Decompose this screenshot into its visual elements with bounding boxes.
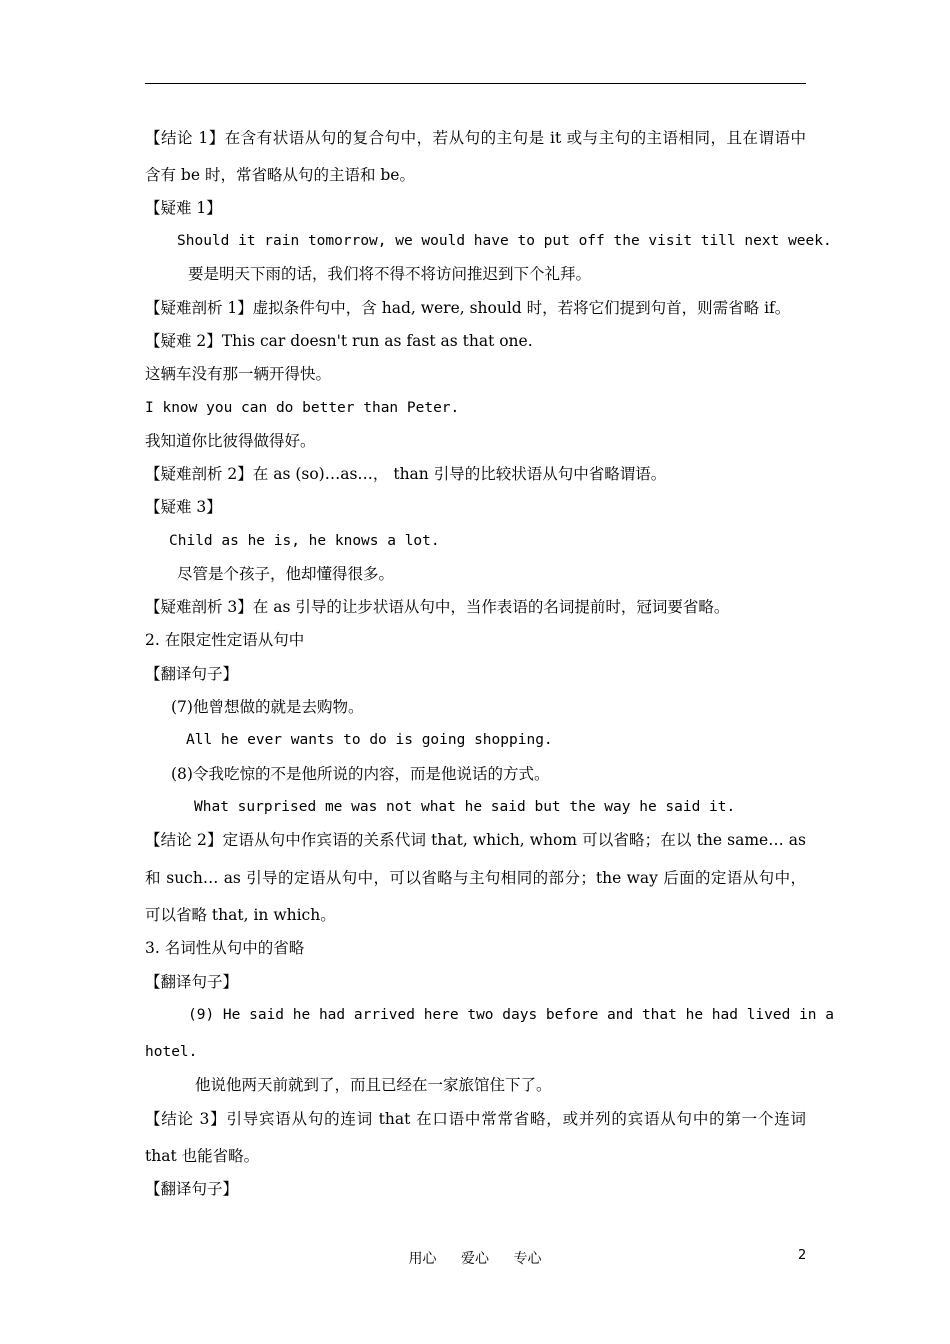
difficulty-1-translation: 要是明天下雨的话，我们将不得不将访问推迟到下个礼拜。 [188,265,592,283]
section-2-heading: 2. 在限定性定语从句中 [145,631,305,649]
difficulty-2-example-2: I know you can do better than Peter. [145,400,460,416]
header-rule [145,83,806,84]
conclusion-2-line-3: 可以省略 that, in which。 [145,906,336,924]
difficulty-1-analysis: 【疑难剖析 1】虚拟条件句中，含 had, were, should 时，若将它们提到句首，则需省略 if。 [145,299,791,317]
conclusion-3-line-1: 【结论 3】引导宾语从句的连词 that 在口语中常常省略，或并列的宾语从句中的第一个连词 [145,1110,806,1128]
footer-item: 专心 [513,1251,542,1267]
footer-item: 爱心 [461,1251,489,1267]
conclusion-2-line-2: 和 such… as 引导的定语从句中，可以省略与主句相同的部分；the way 后面的定语从句中， [145,869,806,887]
translate-heading-3: 【翻译句子】 [145,1180,239,1198]
difficulty-3-translation: 尽管是个孩子，他却懂得很多。 [177,565,395,583]
difficulty-3-example: Child as he is, he knows a lot. [169,533,440,549]
sentence-9-chinese: 他说他两天前就到了，而且已经在一家旅馆住下了。 [195,1076,552,1094]
sentence-9-english-line-2: hotel. [145,1044,198,1060]
sentence-7-chinese: (7)他曾想做的就是去购物。 [171,698,364,716]
difficulty-3-heading: 【疑难 3】 [145,498,222,516]
conclusion-1-line-2: 含有 be 时，常省略从句的主语和 be。 [145,166,415,184]
section-3-heading: 3. 名词性从句中的省略 [145,939,305,957]
footer-motto [0,1248,950,1268]
difficulty-2-heading: 【疑难 2】This car doesn't run as fast as that one. [145,332,533,350]
conclusion-1-line-1: 【结论 1】在含有状语从句的复合句中，若从句的主句是 it 或与主句的主语相同，且在谓语中 [145,129,806,147]
difficulty-2-analysis: 【疑难剖析 2】在 as (so)…as…， than 引导的比较状语从句中省略谓语。 [145,465,667,483]
difficulty-2-translation-2: 我知道你比彼得做得好。 [145,432,316,450]
difficulty-1-heading: 【疑难 1】 [145,199,222,217]
translate-heading-1: 【翻译句子】 [145,665,239,683]
difficulty-3-analysis: 【疑难剖析 3】在 as 引导的让步状语从句中，当作表语的名词提前时，冠词要省略。 [145,598,730,616]
translate-heading-2: 【翻译句子】 [145,973,239,991]
conclusion-3-line-2: that 也能省略。 [145,1147,260,1165]
sentence-9-english-line-1: (9) He said he had arrived here two days before and that he had lived in a [188,1007,835,1023]
page-number: 2 [798,1248,807,1263]
difficulty-2-translation-1: 这辆车没有那一辆开得快。 [145,365,332,383]
sentence-7-english: All he ever wants to do is going shopping. [186,732,553,748]
footer-item: 用心 [408,1251,437,1267]
conclusion-2-line-1: 【结论 2】定语从句中作宾语的关系代词 that, which, whom 可以省略；在以 the same… as [145,831,806,849]
difficulty-1-example: Should it rain tomorrow, we would have to put off the visit till next week. [177,233,832,249]
sentence-8-english: What surprised me was not what he said but the way he said it. [194,799,736,815]
sentence-8-chinese: (8)令我吃惊的不是他所说的内容，而是他说话的方式。 [171,765,550,783]
